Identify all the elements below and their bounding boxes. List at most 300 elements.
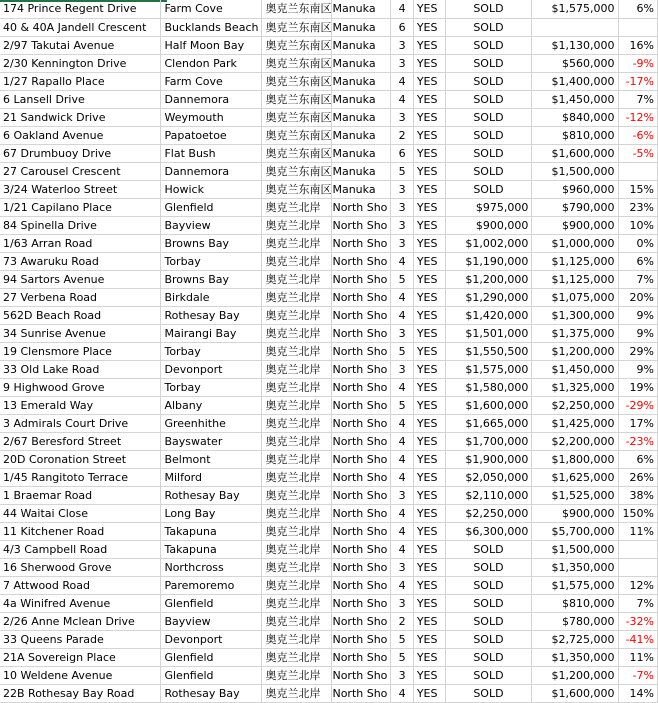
sold-price-cell[interactable]: $1,625,000 [532, 468, 618, 486]
status-cell[interactable]: $1,600,000 [445, 396, 532, 414]
sold-price-cell[interactable]: $5,700,000 [532, 522, 618, 540]
address-cell[interactable]: 6 Oakland Avenue [0, 126, 161, 144]
bedrooms-cell[interactable]: 3 [391, 234, 413, 252]
yes-cell[interactable]: YES [413, 558, 445, 576]
address-cell[interactable]: 3/24 Waterloo Street [0, 180, 161, 198]
region-cn-cell[interactable]: 奥克兰东南区 [262, 162, 332, 180]
status-cell[interactable]: $1,420,000 [445, 306, 532, 324]
sold-price-cell[interactable]: $1,500,000 [532, 540, 618, 558]
region-cn-cell[interactable]: 奥克兰北岸 [262, 432, 332, 450]
bedrooms-cell[interactable]: 5 [391, 630, 413, 648]
region-cn-cell[interactable]: 奥克兰北岸 [262, 612, 332, 630]
sold-price-cell[interactable]: $1,125,000 [532, 270, 618, 288]
region-en-cell[interactable]: North Sho [332, 522, 391, 540]
status-cell[interactable]: SOLD [445, 684, 532, 702]
status-cell[interactable]: SOLD [445, 540, 532, 558]
bedrooms-cell[interactable]: 4 [391, 90, 413, 108]
yes-cell[interactable]: YES [413, 450, 445, 468]
sold-price-cell[interactable]: $1,575,000 [532, 576, 618, 594]
change-pct-cell[interactable]: -29% [618, 396, 658, 414]
status-cell[interactable]: $6,300,000 [445, 522, 532, 540]
region-cn-cell[interactable]: 奥克兰北岸 [262, 558, 332, 576]
region-en-cell[interactable]: North Sho [332, 360, 391, 378]
region-en-cell[interactable]: North Sho [332, 342, 391, 360]
status-cell[interactable]: SOLD [445, 108, 532, 126]
change-pct-cell[interactable] [618, 162, 658, 180]
status-cell[interactable]: SOLD [445, 648, 532, 666]
region-cn-cell[interactable]: 奥克兰北岸 [262, 648, 332, 666]
sold-price-cell[interactable]: $1,600,000 [532, 144, 618, 162]
status-cell[interactable]: $2,110,000 [445, 486, 532, 504]
region-cn-cell[interactable]: 奥克兰北岸 [262, 684, 332, 702]
bedrooms-cell[interactable]: 2 [391, 612, 413, 630]
region-cn-cell[interactable]: 奥克兰北岸 [262, 234, 332, 252]
status-cell[interactable]: $2,250,000 [445, 504, 532, 522]
sold-price-cell[interactable]: $1,425,000 [532, 414, 618, 432]
yes-cell[interactable]: YES [413, 162, 445, 180]
region-en-cell[interactable]: North Sho [332, 288, 391, 306]
change-pct-cell[interactable]: 38% [618, 486, 658, 504]
yes-cell[interactable]: YES [413, 342, 445, 360]
yes-cell[interactable]: YES [413, 0, 445, 18]
change-pct-cell[interactable] [618, 558, 658, 576]
suburb-cell[interactable]: Bayview [161, 612, 262, 630]
region-en-cell[interactable]: North Sho [332, 666, 391, 684]
change-pct-cell[interactable]: 16% [618, 36, 658, 54]
region-cn-cell[interactable]: 奥克兰北岸 [262, 342, 332, 360]
yes-cell[interactable]: YES [413, 630, 445, 648]
region-cn-cell[interactable]: 奥克兰北岸 [262, 306, 332, 324]
yes-cell[interactable]: YES [413, 54, 445, 72]
region-cn-cell[interactable]: 奥克兰北岸 [262, 324, 332, 342]
address-cell[interactable]: 22B Rothesay Bay Road [0, 684, 161, 702]
change-pct-cell[interactable]: 11% [618, 522, 658, 540]
change-pct-cell[interactable]: -9% [618, 54, 658, 72]
status-cell[interactable]: SOLD [445, 594, 532, 612]
suburb-cell[interactable]: Mairangi Bay [161, 324, 262, 342]
suburb-cell[interactable]: Browns Bay [161, 270, 262, 288]
suburb-cell[interactable]: Devonport [161, 630, 262, 648]
bedrooms-cell[interactable]: 3 [391, 594, 413, 612]
address-cell[interactable]: 4a Winifred Avenue [0, 594, 161, 612]
status-cell[interactable]: $1,700,000 [445, 432, 532, 450]
bedrooms-cell[interactable]: 4 [391, 504, 413, 522]
address-cell[interactable]: 2/26 Anne Mclean Drive [0, 612, 161, 630]
status-cell[interactable]: SOLD [445, 576, 532, 594]
region-cn-cell[interactable]: 奥克兰北岸 [262, 252, 332, 270]
bedrooms-cell[interactable]: 4 [391, 252, 413, 270]
address-cell[interactable]: 2/30 Kennington Drive [0, 54, 161, 72]
status-cell[interactable]: SOLD [445, 666, 532, 684]
suburb-cell[interactable]: Glenfield [161, 198, 262, 216]
region-cn-cell[interactable]: 奥克兰北岸 [262, 630, 332, 648]
status-cell[interactable]: SOLD [445, 36, 532, 54]
bedrooms-cell[interactable]: 4 [391, 522, 413, 540]
address-cell[interactable]: 1/27 Rapallo Place [0, 72, 161, 90]
bedrooms-cell[interactable]: 4 [391, 72, 413, 90]
suburb-cell[interactable]: Devonport [161, 360, 262, 378]
status-cell[interactable]: SOLD [445, 162, 532, 180]
suburb-cell[interactable]: Glenfield [161, 666, 262, 684]
suburb-cell[interactable]: Flat Bush [161, 144, 262, 162]
status-cell[interactable]: SOLD [445, 18, 532, 36]
bedrooms-cell[interactable]: 4 [391, 378, 413, 396]
yes-cell[interactable]: YES [413, 306, 445, 324]
yes-cell[interactable]: YES [413, 468, 445, 486]
region-en-cell[interactable]: North Sho [332, 414, 391, 432]
suburb-cell[interactable]: Greenhithe [161, 414, 262, 432]
change-pct-cell[interactable]: -7% [618, 666, 658, 684]
address-cell[interactable]: 1 Braemar Road [0, 486, 161, 504]
address-cell[interactable]: 84 Spinella Drive [0, 216, 161, 234]
suburb-cell[interactable]: Papatoetoe [161, 126, 262, 144]
address-cell[interactable]: 1/45 Rangitoto Terrace [0, 468, 161, 486]
bedrooms-cell[interactable]: 3 [391, 324, 413, 342]
sold-price-cell[interactable]: $1,325,000 [532, 378, 618, 396]
yes-cell[interactable]: YES [413, 270, 445, 288]
region-cn-cell[interactable]: 奥克兰北岸 [262, 216, 332, 234]
suburb-cell[interactable]: Long Bay [161, 504, 262, 522]
region-cn-cell[interactable]: 奥克兰北岸 [262, 468, 332, 486]
suburb-cell[interactable]: Dannemora [161, 162, 262, 180]
change-pct-cell[interactable]: 23% [618, 198, 658, 216]
address-cell[interactable]: 19 Clensmore Place [0, 342, 161, 360]
region-en-cell[interactable]: North Sho [332, 486, 391, 504]
region-cn-cell[interactable]: 奥克兰北岸 [262, 378, 332, 396]
suburb-cell[interactable]: Half Moon Bay [161, 36, 262, 54]
status-cell[interactable]: $900,000 [445, 216, 532, 234]
suburb-cell[interactable]: Torbay [161, 378, 262, 396]
bedrooms-cell[interactable]: 3 [391, 36, 413, 54]
bedrooms-cell[interactable]: 4 [391, 450, 413, 468]
change-pct-cell[interactable]: -17% [618, 72, 658, 90]
sold-price-cell[interactable]: $1,075,000 [532, 288, 618, 306]
address-cell[interactable]: 10 Weldene Avenue [0, 666, 161, 684]
address-cell[interactable]: 174 Prince Regent Drive [0, 0, 161, 18]
sold-price-cell[interactable]: $1,450,000 [532, 90, 618, 108]
yes-cell[interactable]: YES [413, 144, 445, 162]
change-pct-cell[interactable]: 7% [618, 270, 658, 288]
bedrooms-cell[interactable]: 3 [391, 108, 413, 126]
region-en-cell[interactable]: Manuka [332, 108, 391, 126]
address-cell[interactable]: 27 Carousel Crescent [0, 162, 161, 180]
address-cell[interactable]: 1/63 Arran Road [0, 234, 161, 252]
yes-cell[interactable]: YES [413, 648, 445, 666]
status-cell[interactable]: $1,580,000 [445, 378, 532, 396]
region-en-cell[interactable]: North Sho [332, 396, 391, 414]
suburb-cell[interactable]: Weymouth [161, 108, 262, 126]
change-pct-cell[interactable]: 14% [618, 684, 658, 702]
bedrooms-cell[interactable]: 5 [391, 270, 413, 288]
change-pct-cell[interactable]: -12% [618, 108, 658, 126]
bedrooms-cell[interactable]: 4 [391, 288, 413, 306]
region-cn-cell[interactable]: 奥克兰北岸 [262, 360, 332, 378]
change-pct-cell[interactable]: 26% [618, 468, 658, 486]
region-en-cell[interactable]: Manuka [332, 162, 391, 180]
yes-cell[interactable]: YES [413, 666, 445, 684]
address-cell[interactable]: 73 Awaruku Road [0, 252, 161, 270]
status-cell[interactable]: SOLD [445, 126, 532, 144]
region-en-cell[interactable]: North Sho [332, 594, 391, 612]
bedrooms-cell[interactable]: 3 [391, 666, 413, 684]
sold-price-cell[interactable] [532, 18, 618, 36]
suburb-cell[interactable]: Torbay [161, 342, 262, 360]
suburb-cell[interactable]: Paremoremo [161, 576, 262, 594]
yes-cell[interactable]: YES [413, 540, 445, 558]
region-en-cell[interactable]: North Sho [332, 504, 391, 522]
bedrooms-cell[interactable]: 3 [391, 486, 413, 504]
yes-cell[interactable]: YES [413, 126, 445, 144]
region-en-cell[interactable]: North Sho [332, 198, 391, 216]
address-cell[interactable]: 2/97 Takutai Avenue [0, 36, 161, 54]
sold-price-cell[interactable]: $1,300,000 [532, 306, 618, 324]
region-cn-cell[interactable]: 奥克兰东南区 [262, 72, 332, 90]
region-en-cell[interactable]: Manuka [332, 144, 391, 162]
status-cell[interactable]: $1,501,000 [445, 324, 532, 342]
region-en-cell[interactable]: North Sho [332, 216, 391, 234]
region-cn-cell[interactable]: 奥克兰北岸 [262, 594, 332, 612]
sold-price-cell[interactable]: $1,575,000 [532, 0, 618, 18]
region-cn-cell[interactable]: 奥克兰北岸 [262, 576, 332, 594]
change-pct-cell[interactable]: -32% [618, 612, 658, 630]
suburb-cell[interactable]: Milford [161, 468, 262, 486]
change-pct-cell[interactable]: 9% [618, 324, 658, 342]
status-cell[interactable]: SOLD [445, 54, 532, 72]
address-cell[interactable]: 40 & 40A Jandell Crescent [0, 18, 161, 36]
region-cn-cell[interactable]: 奥克兰北岸 [262, 198, 332, 216]
yes-cell[interactable]: YES [413, 576, 445, 594]
status-cell[interactable]: $975,000 [445, 198, 532, 216]
region-cn-cell[interactable]: 奥克兰北岸 [262, 414, 332, 432]
change-pct-cell[interactable]: 11% [618, 648, 658, 666]
bedrooms-cell[interactable]: 4 [391, 432, 413, 450]
region-cn-cell[interactable]: 奥克兰东南区 [262, 54, 332, 72]
region-en-cell[interactable]: North Sho [332, 576, 391, 594]
status-cell[interactable]: SOLD [445, 0, 532, 18]
change-pct-cell[interactable]: 6% [618, 252, 658, 270]
region-en-cell[interactable]: North Sho [332, 612, 391, 630]
yes-cell[interactable]: YES [413, 90, 445, 108]
status-cell[interactable]: SOLD [445, 612, 532, 630]
bedrooms-cell[interactable]: 5 [391, 396, 413, 414]
sold-price-cell[interactable]: $810,000 [532, 594, 618, 612]
bedrooms-cell[interactable]: 4 [391, 468, 413, 486]
change-pct-cell[interactable]: 9% [618, 306, 658, 324]
sold-price-cell[interactable]: $1,125,000 [532, 252, 618, 270]
region-en-cell[interactable]: North Sho [332, 306, 391, 324]
address-cell[interactable]: 1/21 Capilano Place [0, 198, 161, 216]
status-cell[interactable]: $1,190,000 [445, 252, 532, 270]
bedrooms-cell[interactable]: 3 [391, 216, 413, 234]
region-cn-cell[interactable]: 奥克兰东南区 [262, 18, 332, 36]
change-pct-cell[interactable] [618, 18, 658, 36]
sold-price-cell[interactable]: $1,200,000 [532, 342, 618, 360]
suburb-cell[interactable]: Bayswater [161, 432, 262, 450]
change-pct-cell[interactable]: 0% [618, 234, 658, 252]
yes-cell[interactable]: YES [413, 180, 445, 198]
address-cell[interactable]: 21A Sovereign Place [0, 648, 161, 666]
yes-cell[interactable]: YES [413, 108, 445, 126]
region-cn-cell[interactable]: 奥克兰东南区 [262, 36, 332, 54]
suburb-cell[interactable]: Rothesay Bay [161, 306, 262, 324]
sold-price-cell[interactable]: $1,500,000 [532, 162, 618, 180]
status-cell[interactable]: $1,575,000 [445, 360, 532, 378]
address-cell[interactable]: 33 Old Lake Road [0, 360, 161, 378]
sold-price-cell[interactable]: $780,000 [532, 612, 618, 630]
address-cell[interactable]: 7 Attwood Road [0, 576, 161, 594]
yes-cell[interactable]: YES [413, 504, 445, 522]
yes-cell[interactable]: YES [413, 612, 445, 630]
yes-cell[interactable]: YES [413, 198, 445, 216]
yes-cell[interactable]: YES [413, 594, 445, 612]
sold-price-cell[interactable]: $1,525,000 [532, 486, 618, 504]
sold-price-cell[interactable]: $810,000 [532, 126, 618, 144]
yes-cell[interactable]: YES [413, 234, 445, 252]
change-pct-cell[interactable]: 19% [618, 378, 658, 396]
address-cell[interactable]: 3 Admirals Court Drive [0, 414, 161, 432]
address-cell[interactable]: 16 Sherwood Grove [0, 558, 161, 576]
address-cell[interactable]: 21 Sandwick Drive [0, 108, 161, 126]
bedrooms-cell[interactable]: 5 [391, 342, 413, 360]
suburb-cell[interactable]: Bayview [161, 216, 262, 234]
status-cell[interactable]: SOLD [445, 558, 532, 576]
sold-price-cell[interactable]: $960,000 [532, 180, 618, 198]
region-en-cell[interactable]: North Sho [332, 648, 391, 666]
suburb-cell[interactable]: Glenfield [161, 594, 262, 612]
suburb-cell[interactable]: Howick [161, 180, 262, 198]
address-cell[interactable]: 20D Coronation Street [0, 450, 161, 468]
address-cell[interactable]: 562D Beach Road [0, 306, 161, 324]
sold-price-cell[interactable]: $1,000,000 [532, 234, 618, 252]
sold-price-cell[interactable]: $560,000 [532, 54, 618, 72]
status-cell[interactable]: SOLD [445, 90, 532, 108]
change-pct-cell[interactable] [618, 540, 658, 558]
change-pct-cell[interactable]: 17% [618, 414, 658, 432]
region-cn-cell[interactable]: 奥克兰东南区 [262, 90, 332, 108]
sold-price-cell[interactable]: $790,000 [532, 198, 618, 216]
region-en-cell[interactable]: Manuka [332, 54, 391, 72]
yes-cell[interactable]: YES [413, 378, 445, 396]
region-cn-cell[interactable]: 奥克兰东南区 [262, 144, 332, 162]
bedrooms-cell[interactable]: 4 [391, 0, 413, 18]
change-pct-cell[interactable]: 150% [618, 504, 658, 522]
change-pct-cell[interactable]: 20% [618, 288, 658, 306]
status-cell[interactable]: SOLD [445, 144, 532, 162]
region-cn-cell[interactable]: 奥克兰北岸 [262, 450, 332, 468]
region-cn-cell[interactable]: 奥克兰北岸 [262, 540, 332, 558]
bedrooms-cell[interactable]: 3 [391, 360, 413, 378]
region-cn-cell[interactable]: 奥克兰东南区 [262, 126, 332, 144]
bedrooms-cell[interactable]: 6 [391, 18, 413, 36]
change-pct-cell[interactable]: 29% [618, 342, 658, 360]
yes-cell[interactable]: YES [413, 288, 445, 306]
change-pct-cell[interactable]: -5% [618, 144, 658, 162]
suburb-cell[interactable]: Takapuna [161, 540, 262, 558]
sold-price-cell[interactable]: $1,130,000 [532, 36, 618, 54]
change-pct-cell[interactable]: 12% [618, 576, 658, 594]
change-pct-cell[interactable]: 9% [618, 360, 658, 378]
suburb-cell[interactable]: Farm Cove [161, 72, 262, 90]
bedrooms-cell[interactable]: 2 [391, 126, 413, 144]
region-en-cell[interactable]: Manuka [332, 0, 391, 18]
address-cell[interactable]: 33 Queens Parade [0, 630, 161, 648]
region-en-cell[interactable]: Manuka [332, 72, 391, 90]
yes-cell[interactable]: YES [413, 72, 445, 90]
suburb-cell[interactable]: Takapuna [161, 522, 262, 540]
sold-price-cell[interactable]: $1,450,000 [532, 360, 618, 378]
status-cell[interactable]: SOLD [445, 72, 532, 90]
suburb-cell[interactable]: Clendon Park [161, 54, 262, 72]
sold-price-cell[interactable]: $2,725,000 [532, 630, 618, 648]
yes-cell[interactable]: YES [413, 360, 445, 378]
suburb-cell[interactable]: Northcross [161, 558, 262, 576]
region-en-cell[interactable]: North Sho [332, 252, 391, 270]
bedrooms-cell[interactable]: 3 [391, 54, 413, 72]
sold-price-cell[interactable]: $1,200,000 [532, 666, 618, 684]
yes-cell[interactable]: YES [413, 684, 445, 702]
status-cell[interactable]: SOLD [445, 180, 532, 198]
region-en-cell[interactable]: Manuka [332, 126, 391, 144]
address-cell[interactable]: 6 Lansell Drive [0, 90, 161, 108]
address-cell[interactable]: 27 Verbena Road [0, 288, 161, 306]
status-cell[interactable]: $1,290,000 [445, 288, 532, 306]
sold-price-cell[interactable]: $1,400,000 [532, 72, 618, 90]
suburb-cell[interactable]: Bucklands Beach [161, 18, 262, 36]
region-cn-cell[interactable]: 奥克兰东南区 [262, 0, 332, 18]
change-pct-cell[interactable]: 7% [618, 90, 658, 108]
yes-cell[interactable]: YES [413, 36, 445, 54]
yes-cell[interactable]: YES [413, 432, 445, 450]
change-pct-cell[interactable]: -41% [618, 630, 658, 648]
address-cell[interactable]: 2/67 Beresford Street [0, 432, 161, 450]
sold-price-cell[interactable]: $1,350,000 [532, 648, 618, 666]
region-en-cell[interactable]: North Sho [332, 450, 391, 468]
bedrooms-cell[interactable]: 5 [391, 162, 413, 180]
sold-price-cell[interactable]: $1,350,000 [532, 558, 618, 576]
region-en-cell[interactable]: Manuka [332, 18, 391, 36]
sold-price-cell[interactable]: $2,250,000 [532, 396, 618, 414]
suburb-cell[interactable]: Dannemora [161, 90, 262, 108]
address-cell[interactable]: 9 Highwood Grove [0, 378, 161, 396]
bedrooms-cell[interactable]: 3 [391, 180, 413, 198]
change-pct-cell[interactable]: 10% [618, 216, 658, 234]
region-cn-cell[interactable]: 奥克兰北岸 [262, 270, 332, 288]
bedrooms-cell[interactable]: 4 [391, 306, 413, 324]
suburb-cell[interactable]: Glenfield [161, 648, 262, 666]
yes-cell[interactable]: YES [413, 396, 445, 414]
region-cn-cell[interactable]: 奥克兰北岸 [262, 522, 332, 540]
region-cn-cell[interactable]: 奥克兰东南区 [262, 180, 332, 198]
region-cn-cell[interactable]: 奥克兰东南区 [262, 108, 332, 126]
sold-price-cell[interactable]: $840,000 [532, 108, 618, 126]
bedrooms-cell[interactable]: 4 [391, 414, 413, 432]
sold-price-cell[interactable]: $1,600,000 [532, 684, 618, 702]
bedrooms-cell[interactable]: 3 [391, 198, 413, 216]
sold-price-cell[interactable]: $900,000 [532, 216, 618, 234]
suburb-cell[interactable]: Birkdale [161, 288, 262, 306]
region-cn-cell[interactable]: 奥克兰北岸 [262, 504, 332, 522]
yes-cell[interactable]: YES [413, 216, 445, 234]
bedrooms-cell[interactable]: 6 [391, 144, 413, 162]
bedrooms-cell[interactable]: 3 [391, 558, 413, 576]
region-en-cell[interactable]: North Sho [332, 540, 391, 558]
status-cell[interactable]: $1,002,000 [445, 234, 532, 252]
region-en-cell[interactable]: North Sho [332, 468, 391, 486]
sold-price-cell[interactable]: $900,000 [532, 504, 618, 522]
address-cell[interactable]: 4/3 Campbell Road [0, 540, 161, 558]
status-cell[interactable]: $1,900,000 [445, 450, 532, 468]
region-en-cell[interactable]: Manuka [332, 90, 391, 108]
